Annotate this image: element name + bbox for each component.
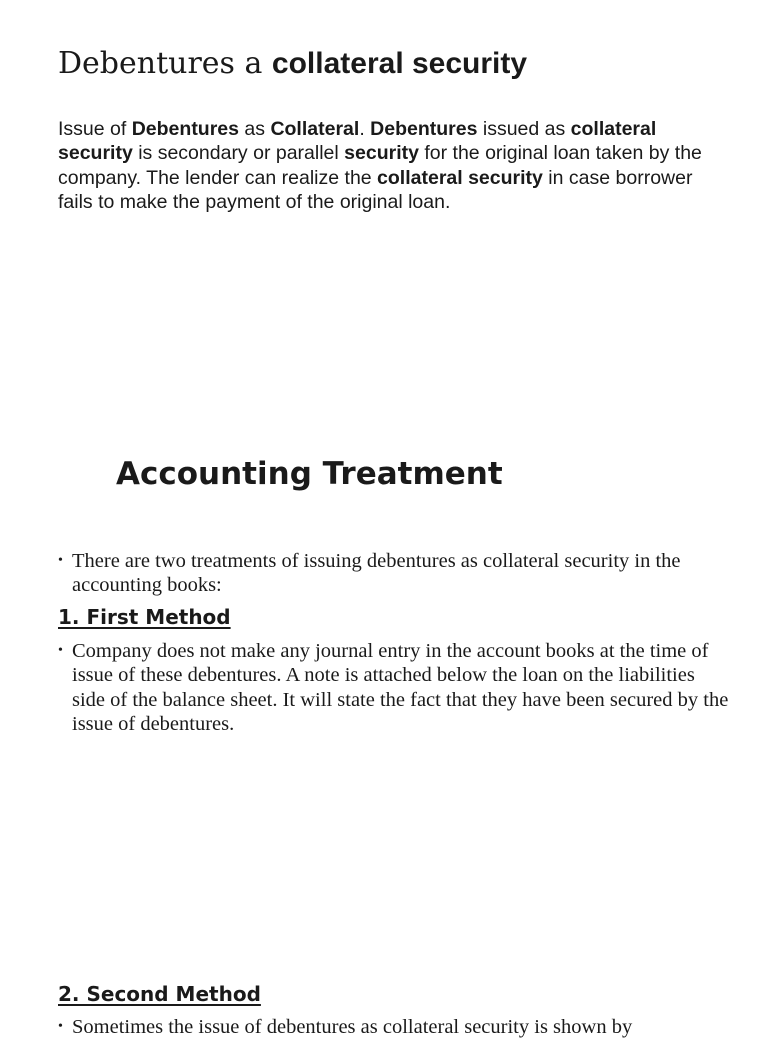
intro-text: for the original loan taken by the company. The lender can realize the <box>58 142 702 189</box>
method1-bullet <box>58 639 732 736</box>
intro-bullet-text: There are two treatments of issuing debentures as collateral security in the accounting books: <box>72 550 681 597</box>
method1-heading: 1. First Method <box>58 605 231 629</box>
intro-bold: collateral security <box>58 118 657 165</box>
method2-bullet <box>58 1015 732 1039</box>
title-serif-part: Debentures a <box>58 46 272 81</box>
intro-bullet <box>58 549 732 598</box>
intro-text: . <box>359 118 371 140</box>
intro-bold: security <box>344 142 419 165</box>
intro-bold: Debentures <box>370 118 478 140</box>
intro-bold: Collateral <box>270 118 360 140</box>
bullet-dot: • <box>58 1019 63 1034</box>
method2-bullet-text: Sometimes the issue of debentures as collateral security is shown by <box>72 1016 633 1038</box>
intro-bold: collateral security <box>377 166 543 189</box>
intro-text: Issue of <box>58 118 132 140</box>
bullet-dot: • <box>58 643 63 658</box>
intro-text: as <box>239 118 271 140</box>
intro-text: issued as <box>477 118 571 140</box>
method2-heading: 2. Second Method <box>58 982 261 1006</box>
intro-bold: Debentures <box>131 118 239 140</box>
page-title <box>58 44 527 84</box>
bullet-dot: • <box>58 553 63 568</box>
intro-text: is secondary or parallel <box>132 142 345 165</box>
section-heading: Accounting Treatment <box>116 456 503 492</box>
intro-paragraph <box>58 117 708 214</box>
method1-bullet-text: Company does not make any journal entry in the account books at the time of issue of these debentures. A note is attached below the loan on the liabilities side of the balance sheet. It will state the fact that they have been secured by the issue of debentures. <box>72 640 729 735</box>
title-bold-part: collateral security <box>271 47 528 80</box>
intro-text: in case borrower fails to make the payment of the original loan. <box>58 166 693 213</box>
